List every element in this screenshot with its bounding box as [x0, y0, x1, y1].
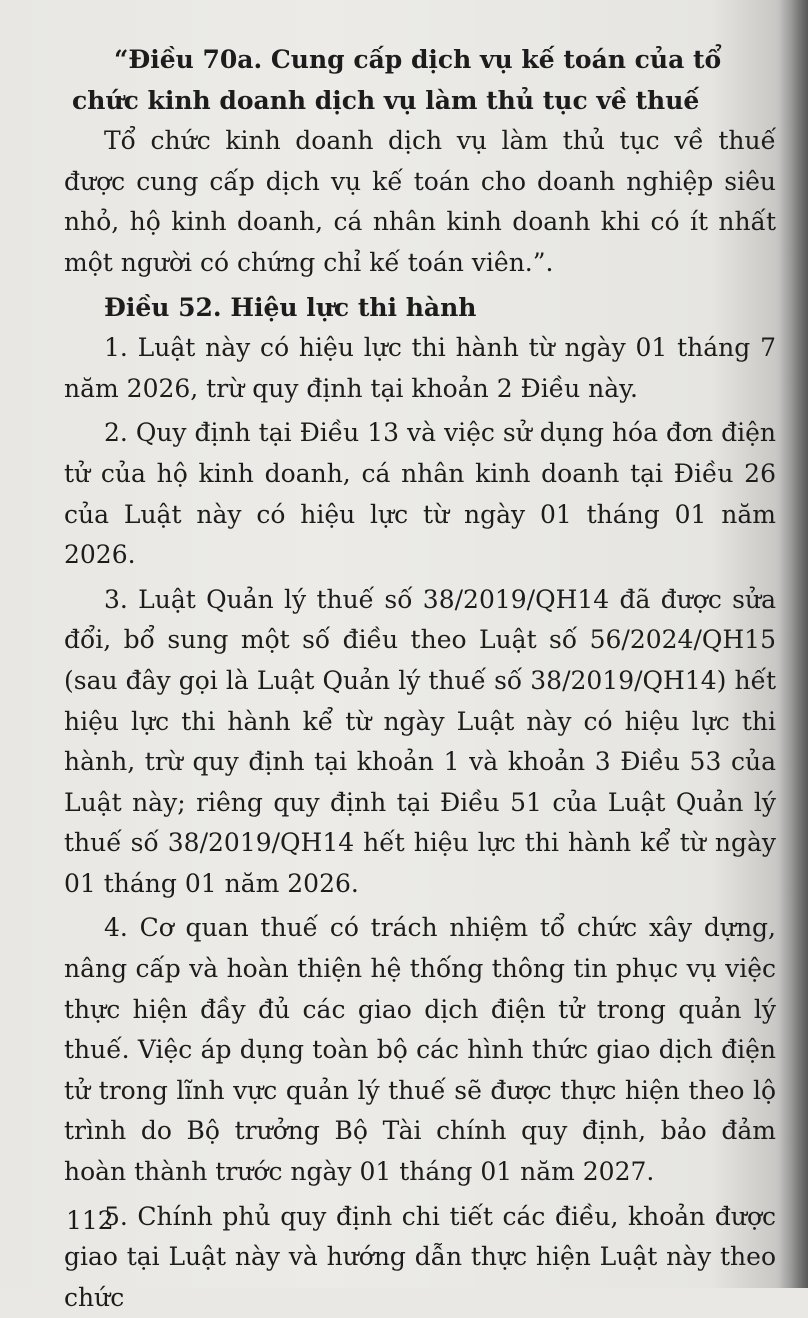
article-52-clause-1: 1. Luật này có hiệu lực thi hành từ ngày 01 tháng 7 năm 2026, trừ quy định tại khoản 2 Điều này.: [64, 333, 776, 403]
article-52-heading: Điều 52. Hiệu lực thi hành: [104, 292, 477, 322]
article-70a-heading: “Điều 70a. Cung cấp dịch vụ kế toán của tổ chức kinh doanh dịch vụ làm thủ tục về thuế: [72, 45, 722, 115]
article-52-clause-5: 5. Chính phủ quy định chi tiết các điều, khoản được giao tại Luật này và hướng dẫn thực hiện Luật này theo chức: [64, 1201, 776, 1312]
page-content: [64, 40, 776, 1318]
page-number: 112: [66, 1206, 114, 1235]
article-52-clause-3: 3. Luật Quản lý thuế số 38/2019/QH14 đã được sửa đổi, bổ sung một số điều theo Luật số 56/2024/QH15 (sau đây gọi là Luật Quản lý thuế số 38/2019/QH14) hết hiệu lực thi hành kể từ ngày Luật này có hiệu lực thi hành, trừ quy định tại khoản 1 và khoản 3 Điều 53 của Luật này; riêng quy định tại Điều 51 của Luật Quản lý thuế số 38/2019/QH14 hết hiệu lực thi hành kể từ ngày 01 tháng 01 năm 2026.: [64, 584, 776, 898]
article-52-clause-2: 2. Quy định tại Điều 13 và việc sử dụng hóa đơn điện tử của hộ kinh doanh, cá nhân kinh doanh tại Điều 26 của Luật này có hiệu lực từ ngày 01 tháng 01 năm 2026.: [64, 418, 776, 570]
article-52-clause-4: 4. Cơ quan thuế có trách nhiệm tổ chức xây dựng, nâng cấp và hoàn thiện hệ thống thông tin phục vụ việc thực hiện đầy đủ các giao dịch điện tử trong quản lý thuế. Việc áp dụng toàn bộ các hình thức giao dịch điện tử trong lĩnh vực quản lý thuế sẽ được thực hiện theo lộ trình do Bộ trưởng Bộ Tài chính quy định, bảo đảm hoàn thành trước ngày 01 tháng 01 năm 2027.: [64, 913, 776, 1187]
article-70a-body: Tổ chức kinh doanh dịch vụ làm thủ tục về thuế được cung cấp dịch vụ kế toán cho doanh nghiệp siêu nhỏ, hộ kinh doanh, cá nhân kinh doanh khi có ít nhất một người có chứng chỉ kế toán viên.”.: [64, 126, 776, 277]
page-edge-shadow: [780, 0, 808, 1288]
